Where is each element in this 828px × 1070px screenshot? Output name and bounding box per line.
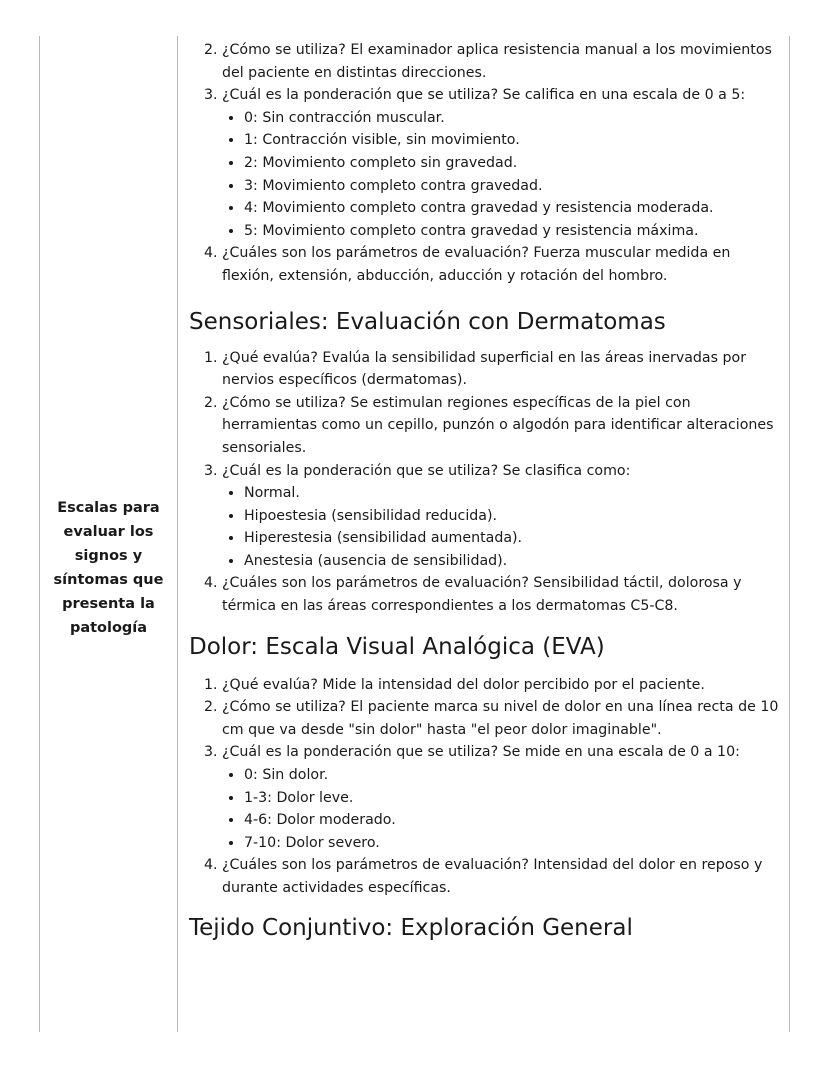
sub-list-item: • 3: Movimiento completo contra gravedad.: [244, 175, 783, 198]
sub-list-item: • Hipoestesia (sensibilidad reducida).: [244, 505, 783, 528]
section-heading-tejido: Tejido Conjuntivo: Exploración General: [189, 914, 633, 941]
list-item: 2. ¿Cómo se utiliza? El examinador aplica resistencia manual a los movimientos del paciente en distintas direcciones.: [222, 39, 783, 84]
sub-list-item: • Anestesia (ausencia de sensibilidad).: [244, 550, 783, 573]
list-item: 3. ¿Cuál es la ponderación que se utiliza? Se clasifica como: • Normal. • Hipoestesia (sensibilidad reducida). • Hiperestesia (sensibilidad aumentada). • Anestesia (ausencia de sensibilidad).: [222, 460, 783, 573]
sub-list: [222, 482, 783, 572]
sub-list-item: • 4-6: Dolor moderado.: [244, 809, 783, 832]
list-item: 2. ¿Cómo se utiliza? El paciente marca su nivel de dolor en una línea recta de 10 cm que va desde "sin dolor" hasta "el peor dolor imaginable".: [222, 696, 783, 741]
sub-list-item: • 4: Movimiento completo contra gravedad y resistencia moderada.: [244, 197, 783, 220]
list-item: 3. ¿Cuál es la ponderación que se utiliza? Se califica en una escala de 0 a 5: • 0: Sin contracción muscular. • 1: Contracción visible, sin movimiento. • 2: Movimiento completo sin gravedad. • 3: Movimiento completo contra gravedad. • 4: Movimiento completo contra gravedad y resistencia moderada. • 5: Movimiento completo contra gravedad y resistencia máxima.: [222, 84, 783, 242]
row-header-label: Escalas para evaluar los signos y síntomas que presenta la patología: [53, 500, 164, 636]
sub-list-item: • 0: Sin dolor.: [244, 764, 783, 787]
list-item: 4. ¿Cuáles son los parámetros de evaluación? Sensibilidad táctil, dolorosa y térmica en las áreas correspondientes a los dermatomas C5-C8.: [222, 572, 783, 617]
content-cell: [189, 39, 783, 943]
sub-list-item: • Hiperestesia (sensibilidad aumentada).: [244, 527, 783, 550]
list-item: 1. ¿Qué evalúa? Evalúa la sensibilidad superficial en las áreas inervadas por nervios específicos (dermatomas).: [222, 347, 783, 392]
section-heading-dolor: Dolor: Escala Visual Analógica (EVA): [189, 633, 605, 660]
sub-list-item: • 7-10: Dolor severo.: [244, 832, 783, 855]
list-item: 3. ¿Cuál es la ponderación que se utiliza? Se mide en una escala de 0 a 10: • 0: Sin dolor. • 1-3: Dolor leve. • 4-6: Dolor moderado. • 7-10: Dolor severo.: [222, 741, 783, 854]
list-item: 4. ¿Cuáles son los parámetros de evaluación? Fuerza muscular medida en flexión, extensión, abducción, aducción y rotación del hombro.: [222, 242, 783, 287]
sub-list-item: • 5: Movimiento completo contra gravedad y resistencia máxima.: [244, 220, 783, 243]
table-border-right: [789, 36, 790, 1032]
sub-list-item: • 0: Sin contracción muscular.: [244, 107, 783, 130]
sub-list: [222, 764, 783, 854]
section-heading-sensoriales: Sensoriales: Evaluación con Dermatomas: [189, 308, 666, 335]
list-item: 4. ¿Cuáles son los parámetros de evaluación? Intensidad del dolor en reposo y durante actividades específicas.: [222, 854, 783, 899]
sensoriales-list: [189, 347, 783, 618]
row-header-cell: [40, 496, 177, 640]
list-item: 1. ¿Qué evalúa? Mide la intensidad del dolor percibido por el paciente.: [222, 674, 783, 697]
fuerza-list: [189, 39, 783, 288]
table-border-middle: [177, 36, 178, 1032]
sub-list-item: • Normal.: [244, 482, 783, 505]
sub-list: [222, 107, 783, 243]
dolor-list: [189, 674, 783, 900]
sub-list-item: • 1: Contracción visible, sin movimiento.: [244, 129, 783, 152]
list-item: 2. ¿Cómo se utiliza? Se estimulan regiones específicas de la piel con herramientas como un cepillo, punzón o algodón para identificar alteraciones sensoriales.: [222, 392, 783, 460]
sub-list-item: • 2: Movimiento completo sin gravedad.: [244, 152, 783, 175]
sub-list-item: • 1-3: Dolor leve.: [244, 787, 783, 810]
